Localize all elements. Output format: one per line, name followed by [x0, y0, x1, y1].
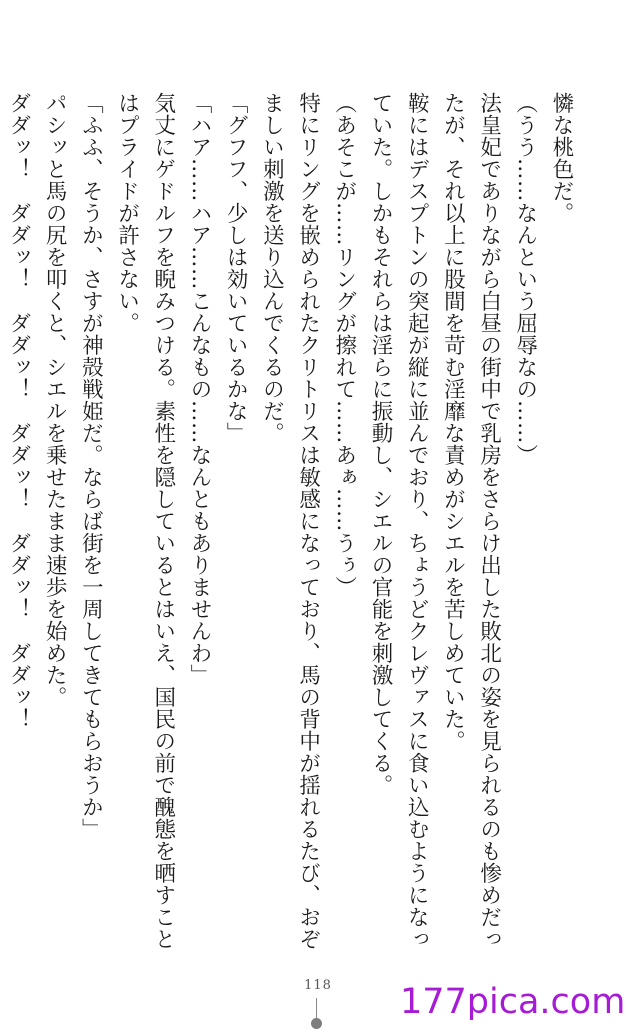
text-line: 「グフフ、少しは効いているかな」 [223, 92, 249, 444]
text-line: 「ふふ、そうか、さすが神殻戦姫だ。ならば街を一周してきてもらおうか」 [78, 92, 104, 840]
text-line: 気丈にゲドルフを睨みつける。素性を隠しているとはいえ、国民の前で醜態を晒すこと [150, 92, 176, 950]
text-line: 鞍にはデスプトンの突起が縦に並んでおり、ちょうどクレヴァスに食い込むようになっ [404, 92, 430, 950]
text-line: ダダッ！ ダダッ！ ダダッ！ ダダッ！ ダダッ！ ダダッ！ [5, 92, 31, 730]
text-line: 特にリングを嵌められたクリトリスは敏感になっており、馬の背中が揺れるたび、おぞ [295, 92, 321, 950]
text-line: たが、それ以上に股間を苛む淫靡な責めがシエルを苦しめていた。 [440, 92, 466, 752]
text-line: パシッと馬の尻を叩くと、シエルを乗せたまま速歩を始めた。 [42, 92, 68, 708]
text-line: （うう……なんという屈辱なの……） [512, 92, 538, 466]
site-watermark: 177pica.com [400, 982, 626, 1022]
text-line: （あそこが……リングが擦れて……あぁ……うぅ） [331, 92, 357, 598]
page-number: 118 [304, 978, 332, 993]
page-number-dot [311, 1018, 322, 1029]
text-line: 法皇妃でありながら白昼の街中で乳房をさらけ出した敗北の姿を見られるのも惨めだっ [476, 92, 502, 950]
vertical-text-body [5, 92, 579, 952]
text-line: ましい刺激を送り込んでくるのだ。 [259, 92, 285, 444]
text-line: 「ハア……ハア……こんなもの……なんともありませんわ」 [186, 92, 212, 686]
text-line: ていた。しかもそれらは淫らに振動し、シエルの官能を刺激してくる。 [367, 92, 393, 796]
text-line: はプライドが許さない。 [114, 92, 140, 334]
text-line: 憐な桃色だ。 [549, 92, 574, 224]
